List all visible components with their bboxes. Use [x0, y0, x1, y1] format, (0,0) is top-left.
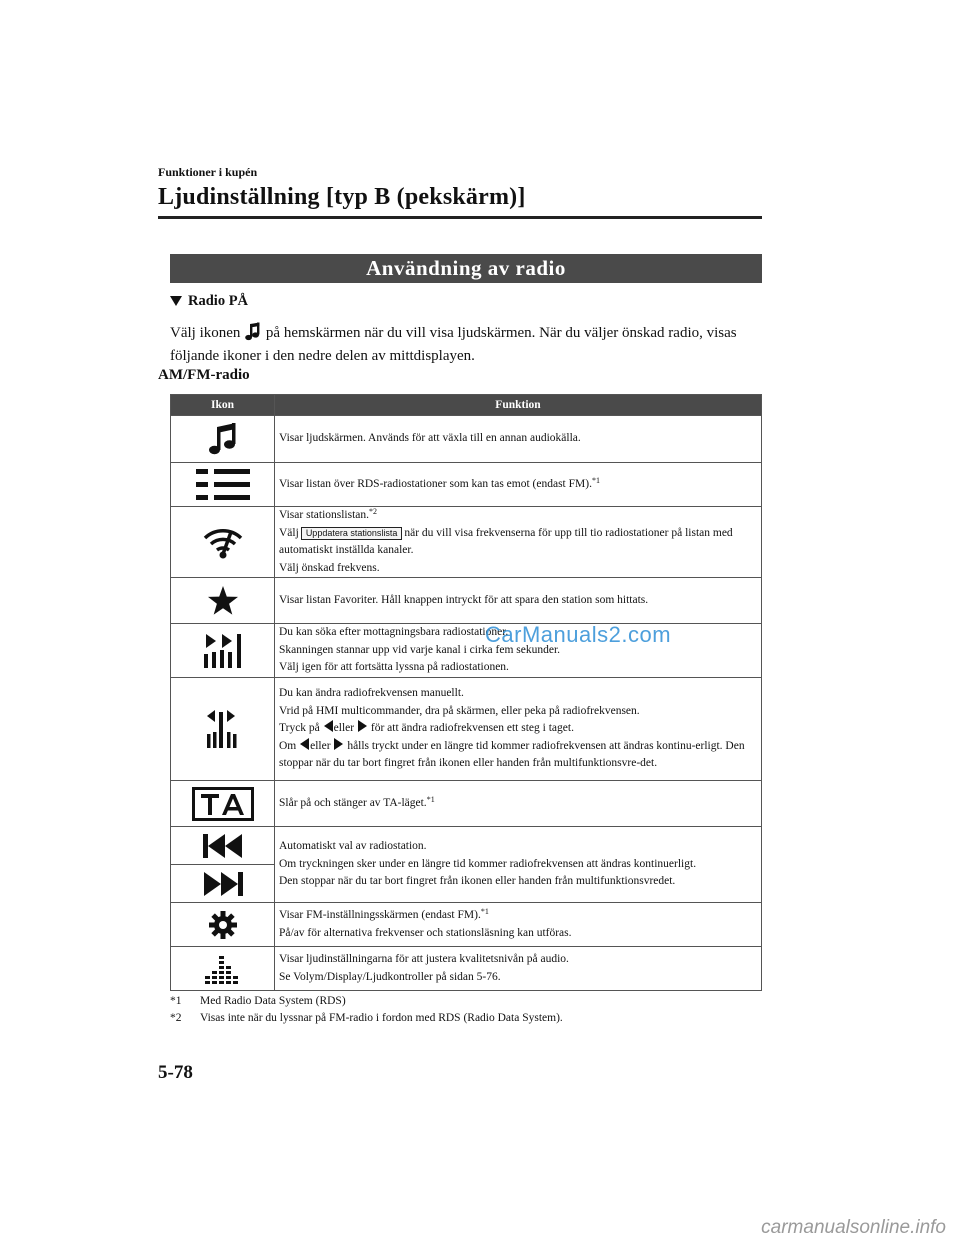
function-line: Du kan söka efter mottagningsbara radiostationer.	[279, 626, 509, 639]
table-row	[171, 463, 762, 507]
table-row	[171, 624, 762, 678]
function-line	[279, 507, 761, 525]
manual-tune-icon	[205, 708, 241, 750]
icon-cell	[171, 947, 275, 991]
footnote-ref: *1	[591, 475, 600, 485]
music-note-icon	[208, 421, 238, 457]
function-line: Om tryckningen sker under en längre tid kommer radiofrekvensen att ändras kontinuerligt.	[279, 857, 697, 870]
header-function: Funktion	[275, 395, 762, 416]
footnote-ref: *2	[369, 507, 378, 516]
footnote-ref: *1	[480, 907, 489, 916]
table-row	[171, 416, 762, 463]
equalizer-icon	[203, 951, 243, 987]
function-line	[279, 907, 761, 925]
table-row	[171, 578, 762, 624]
function-line: Välj igen för att fortsätta lyssna på radiostationen.	[279, 661, 509, 674]
function-line	[279, 738, 761, 773]
function-line: Den stoppar när du tar bort fingret från ikonen eller handen från multifunktionsvredet.	[279, 875, 676, 888]
icon-cell	[171, 507, 275, 578]
watermark: CarManuals2.com	[485, 622, 672, 647]
icon-cell	[171, 624, 275, 678]
table-row	[171, 947, 762, 991]
page-title: Ljudinställning [typ B (pekskärm)]	[158, 184, 526, 210]
music-note-icon	[244, 322, 262, 342]
title-rule	[158, 216, 762, 219]
footnote-mark: *1	[170, 995, 182, 1007]
function-text: Om	[279, 739, 297, 752]
function-cell	[275, 463, 762, 507]
icon-cell	[171, 903, 275, 947]
seek-forward-icon	[201, 870, 245, 898]
function-text: eller	[333, 722, 355, 735]
function-cell: Visar listan Favoriter. Håll knappen intryckt för att spara den station som hittats.	[275, 578, 762, 624]
intro-text-after: på hemskärmen när du vill visa ljudskärmen. När du väljer önskad radio, visas följande ikoner i den nedre delen av mittdisplayen.	[170, 325, 737, 364]
function-line: Du kan ändra radiofrekvensen manuellt.	[279, 687, 464, 700]
scan-icon	[202, 632, 244, 670]
signal-icon	[201, 524, 245, 560]
update-station-list-button: Uppdatera stationslista	[301, 527, 403, 540]
function-text: eller	[310, 739, 331, 752]
function-line: Skanningen stannar upp vid varje kanal i cirka fem sekunder.	[279, 643, 561, 656]
function-line: Visar ljudinställningarna för att justera kvalitetsnivån på audio.	[279, 953, 569, 965]
intro-text-before: Välj ikonen	[170, 325, 241, 341]
function-line	[279, 525, 761, 560]
table-caption: AM/FM-radio	[158, 367, 250, 383]
table-row	[171, 827, 762, 865]
triangle-bullet-icon	[170, 296, 182, 306]
icon-cell	[171, 416, 275, 463]
function-line: Välj önskad frekvens.	[279, 561, 380, 574]
table-row	[171, 678, 762, 781]
function-cell	[275, 827, 762, 903]
function-cell	[275, 903, 762, 947]
footnote	[170, 1012, 563, 1024]
function-cell	[275, 678, 762, 781]
ta-icon	[192, 787, 254, 821]
table-row	[171, 781, 762, 827]
function-text: för att ändra radiofrekvensen ett steg i taget.	[370, 722, 574, 735]
icon-function-table	[170, 394, 762, 991]
seek-back-icon	[201, 832, 245, 860]
icon-cell	[171, 827, 275, 865]
function-cell: Visar ljudskärmen. Används för att växla till en annan audiokälla.	[275, 416, 762, 463]
function-text: Visar FM-inställningsskärmen (endast FM).	[279, 909, 481, 921]
section-title: Användning av radio	[170, 254, 762, 283]
footnote-mark: *2	[170, 1012, 182, 1024]
function-line: På/av för alternativa frekvenser och stationsläsning kan utföras.	[279, 926, 572, 939]
function-line: Vrid på HMI multicommander, dra på skärmen, eller peka på radiofrekvensen.	[279, 704, 640, 717]
function-text: Välj	[279, 526, 299, 539]
intro-paragraph	[170, 322, 770, 368]
icon-cell	[171, 678, 275, 781]
icon-cell	[171, 463, 275, 507]
footnote	[170, 995, 346, 1007]
tune-up-icon	[334, 738, 343, 750]
function-line	[279, 720, 761, 738]
star-icon	[207, 585, 239, 617]
tune-up-icon	[358, 720, 367, 732]
page-number: 5-78	[158, 1062, 193, 1083]
table-row	[171, 903, 762, 947]
icon-cell	[171, 865, 275, 903]
function-cell	[275, 947, 762, 991]
footer-site-label: carmanualsonline.info	[761, 1217, 946, 1238]
function-text: när du vill visa frekvenserna för upp till tio radiostationer på listan med automatiskt inställda kanaler.	[279, 526, 733, 556]
table-header-row	[171, 395, 762, 416]
icon-cell	[171, 781, 275, 827]
function-cell	[275, 781, 762, 827]
function-text: hålls tryckt under en längre tid kommer radiofrekvensen att ändras kontinu-erligt. Den stoppar när du tar bort fingret från ikonen eller handen från multifunktionsvre-det.	[279, 739, 745, 770]
icon-cell	[171, 578, 275, 624]
function-text: Slår på och stänger av TA-läget.	[279, 796, 427, 809]
subheading-text: Radio PÅ	[188, 293, 249, 309]
chapter-label: Funktioner i kupén	[158, 165, 258, 179]
function-text: Visar stationslistan.	[279, 509, 370, 521]
footnote-text: Visas inte när du lyssnar på FM-radio i fordon med RDS (Radio Data System).	[200, 1012, 563, 1024]
function-line: Automatiskt val av radiostation.	[279, 840, 427, 853]
function-text: Visar listan över RDS-radiostationer som kan tas emot (endast FM).	[279, 477, 592, 490]
header-icon: Ikon	[171, 395, 275, 416]
function-cell	[275, 507, 762, 578]
function-line: Se Volym/Display/Ljudkontroller på sidan 5-76.	[279, 970, 501, 983]
tune-down-icon	[300, 738, 309, 750]
footnote-ref: *1	[426, 794, 435, 804]
function-text: Tryck på	[279, 722, 320, 735]
list-icon	[194, 467, 252, 503]
subheading	[170, 293, 248, 310]
footnote-text: Med Radio Data System (RDS)	[200, 995, 346, 1007]
gear-icon	[208, 910, 238, 940]
tune-down-icon	[324, 720, 333, 732]
table-row	[171, 507, 762, 578]
